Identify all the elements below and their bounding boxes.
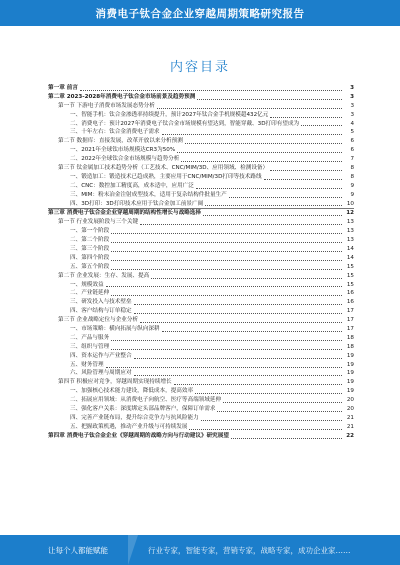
toc-entry-label: 四、第四个阶段 <box>70 254 110 261</box>
toc-leader-dots <box>111 242 342 243</box>
toc-entry-label: 四、资本运作与产业整合 <box>70 352 132 359</box>
toc-entry-label: 二、消费电子：预计2027年消费电子钛合金市场规模有望达到，智能穿戴、3D打印有望成为 <box>70 120 300 127</box>
report-title: 消费电子钛合金企业穿越周期策略研究报告 <box>95 7 305 20</box>
toc-entry[interactable] <box>48 405 354 414</box>
toc-entry-label: 第一节 行业发展阶段与三个关键 <box>58 219 139 226</box>
toc-entry[interactable] <box>48 155 354 164</box>
toc-entry-label: 二、拓展应用领域：从消费电子向航空、医疗等高端领域延伸 <box>70 397 222 404</box>
toc-entry-page: 13 <box>346 219 354 226</box>
toc-entry-label: 第二节 数据库：直接发展，改革开放以来分析预测 <box>58 138 183 145</box>
toc-leader-dots <box>177 152 342 153</box>
toc-entry-page: 18 <box>346 334 354 341</box>
toc-leader-dots <box>140 322 342 323</box>
toc-leader-dots <box>270 170 342 171</box>
toc-entry[interactable] <box>48 432 354 441</box>
toc-entry[interactable] <box>48 334 354 343</box>
toc-entry-page: 6 <box>350 147 354 154</box>
toc-leader-dots <box>134 313 342 314</box>
toc-entry-label: 三、研发投入与技术壁垒 <box>70 299 132 306</box>
toc-entry-page: 4 <box>350 120 354 127</box>
toc-leader-dots <box>195 393 342 394</box>
toc-entry-label: 第二章 2023-2028年消费电子钛合金市场前景及趋势预测 <box>48 93 196 100</box>
toc-leader-dots <box>231 438 342 439</box>
toc-leader-dots <box>203 215 342 216</box>
toc-entry[interactable] <box>48 236 354 245</box>
toc-entry[interactable] <box>48 254 354 263</box>
toc-entry-page: 19 <box>346 352 354 359</box>
toc-leader-dots <box>196 188 342 189</box>
toc-entry-label: 一、智能手机：钛合金渗透率持续提升，预计2027年钛合金手机规模超432亿元 <box>70 111 269 118</box>
toc-entry-label: 第三章 消费电子钛合金企业穿越周期的结构性增长与战略选择 <box>48 210 201 217</box>
toc-entry[interactable] <box>48 352 354 361</box>
toc-leader-dots <box>162 331 342 332</box>
toc-entry-page: 20 <box>346 406 354 413</box>
toc-leader-dots <box>111 349 342 350</box>
toc-leader-dots <box>197 99 342 100</box>
toc-entry-page: 14 <box>346 246 354 253</box>
toc-entry-label: 三、十年左右：钛合金消费电子需求 <box>70 129 160 136</box>
toc-entry-label: 一、第一个阶段 <box>70 228 110 235</box>
toc-entry-label: 第四节 积极应对竞争，穿越周期实现持续增长 <box>58 379 172 386</box>
toc-entry-page: 17 <box>346 308 354 315</box>
toc-entry-label: 五、把握政策机遇，推动产业升级与可持续发展 <box>70 423 188 430</box>
toc-entry-label: 第三节 企业战略定位与企业分析 <box>58 317 139 324</box>
toc-leader-dots <box>185 143 342 144</box>
toc-entry-page: 12 <box>346 210 354 217</box>
toc-entry-page: 18 <box>346 343 354 350</box>
toc-entry-page: 16 <box>346 290 354 297</box>
toc-leader-dots <box>229 197 342 198</box>
toc-entry-page: 13 <box>346 237 354 244</box>
toc-entry-label: 一、锻造加工：锻造技术已趋成熟，主要应用于CNC/MIM/3D打印等技术路线 <box>70 173 262 180</box>
toc-entry[interactable] <box>48 325 354 334</box>
toc-leader-dots <box>111 233 342 234</box>
footer-experts-text: 行业专家，智能专家，营销专家，战略专家，成功企业家…… <box>148 545 351 555</box>
toc-leader-dots <box>134 358 342 359</box>
toc-entry[interactable] <box>48 316 354 325</box>
toc-entry[interactable] <box>48 120 354 129</box>
toc-entry-page: 14 <box>346 254 354 261</box>
toc-entry-page: 21 <box>346 414 354 421</box>
toc-entry[interactable] <box>48 102 354 111</box>
toc-entry-page: 15 <box>346 272 354 279</box>
toc-leader-dots <box>111 260 342 261</box>
table-of-contents <box>48 84 354 441</box>
toc-entry-page: 17 <box>346 326 354 333</box>
toc-entry[interactable] <box>48 343 354 352</box>
toc-leader-dots <box>106 286 342 287</box>
toc-entry[interactable] <box>48 182 354 191</box>
toc-leader-dots <box>301 125 342 126</box>
toc-entry-page: 22 <box>346 432 354 439</box>
toc-entry-label: 四、3D打印：3D打印技术应用于钛合金加工前景广阔 <box>70 200 204 207</box>
toc-entry[interactable] <box>48 414 354 423</box>
toc-entry[interactable] <box>48 173 354 182</box>
toc-entry-page: 19 <box>346 361 354 368</box>
toc-entry-label: 一、市场策略：横向拓展与纵向深耕 <box>70 326 160 333</box>
toc-entry[interactable] <box>48 423 354 432</box>
toc-entry-page: 19 <box>346 370 354 377</box>
toc-entry[interactable] <box>48 208 354 218</box>
toc-entry[interactable] <box>48 191 354 200</box>
toc-entry-page: 19 <box>346 379 354 386</box>
toc-leader-dots <box>106 367 342 368</box>
toc-entry[interactable] <box>48 128 354 137</box>
toc-leader-dots <box>157 108 342 109</box>
toc-entry-label: 四、客户结构与订单稳定 <box>70 308 132 315</box>
toc-entry[interactable] <box>48 93 354 102</box>
toc-entry[interactable] <box>48 307 354 316</box>
toc-entry-page: 15 <box>346 281 354 288</box>
toc-leader-dots <box>174 384 342 385</box>
toc-entry-page: 3 <box>350 84 354 91</box>
toc-entry-label: 二、产品与服务 <box>70 334 110 341</box>
toc-entry-page: 5 <box>350 129 354 136</box>
toc-entry-label: 三、MIM：粉末冶金注射成型技术，适用于复杂结构件批量生产 <box>70 191 227 198</box>
toc-entry[interactable] <box>48 396 354 405</box>
toc-entry[interactable] <box>48 164 354 173</box>
toc-leader-dots <box>111 340 342 341</box>
toc-entry-label: 四、完善产业链布局，提升综合竞争力与抗风险能力 <box>70 414 199 421</box>
toc-leader-dots <box>217 411 342 412</box>
toc-leader-dots <box>111 269 342 270</box>
toc-entry[interactable] <box>48 227 354 236</box>
toc-entry-label: 二、产业链延伸 <box>70 290 110 297</box>
toc-entry[interactable] <box>48 111 354 120</box>
toc-entry[interactable] <box>48 200 354 209</box>
toc-entry-label: 一、规模效益 <box>70 281 104 288</box>
toc-leader-dots <box>201 420 342 421</box>
footer-decoration <box>128 535 138 565</box>
toc-leader-dots <box>140 224 342 225</box>
toc-entry-page: 3 <box>350 111 354 118</box>
toc-leader-dots <box>134 304 342 305</box>
toc-entry-label: 第四章 消费电子钛合金企业《穿越周期的战略方向与行动建议》研究展望 <box>48 432 229 439</box>
toc-entry-label: 第二节 企业发展：生存、发展、提高 <box>58 272 150 279</box>
toc-entry-page: 3 <box>350 102 354 109</box>
toc-entry-page: 19 <box>346 388 354 395</box>
toc-entry-page: 3 <box>350 93 354 100</box>
toc-entry[interactable] <box>48 245 354 254</box>
toc-entry-label: 五、财务管理 <box>70 361 104 368</box>
toc-entry-page: 8 <box>350 173 354 180</box>
toc-entry[interactable] <box>48 298 354 307</box>
toc-entry-page: 7 <box>350 156 354 163</box>
toc-entry-page: 16 <box>346 299 354 306</box>
toc-entry[interactable] <box>48 84 354 93</box>
toc-leader-dots <box>111 295 342 296</box>
toc-entry-label: 二、第二个阶段 <box>70 237 110 244</box>
toc-entry[interactable] <box>48 263 354 272</box>
toc-entry[interactable] <box>48 361 354 370</box>
toc-entry[interactable] <box>48 137 354 146</box>
toc-entry[interactable] <box>48 289 354 298</box>
toc-entry[interactable] <box>48 146 354 155</box>
toc-entry-page: 6 <box>350 138 354 145</box>
toc-entry[interactable] <box>48 378 354 387</box>
toc-entry-label: 第一节 下游电子消费市场发展态势分析 <box>58 102 155 109</box>
toc-leader-dots <box>270 117 342 118</box>
toc-entry-page: 17 <box>346 317 354 324</box>
toc-leader-dots <box>264 179 342 180</box>
toc-entry-label: 二、CNC：数控加工精度高，成本适中，应用广泛 <box>70 182 194 189</box>
toc-entry-label: 三、组织与管理 <box>70 343 110 350</box>
report-footer <box>0 535 400 565</box>
toc-leader-dots <box>162 134 342 135</box>
toc-entry-page: 20 <box>346 397 354 404</box>
toc-entry[interactable] <box>48 218 354 227</box>
toc-entry-label: 五、第五个阶段 <box>70 263 110 270</box>
toc-leader-dots <box>151 278 342 279</box>
toc-leader-dots <box>205 205 342 206</box>
toc-entry-page: 15 <box>346 263 354 270</box>
toc-leader-dots <box>111 251 342 252</box>
footer-slogan: 让每个人都能赋能 <box>48 545 108 555</box>
toc-entry-label: 第三节 钛金属加工技术趋势分析（工艺技术、CNC/MIM/3D、应用领域、检测设备） <box>58 165 269 171</box>
toc-entry-page: 10 <box>346 200 354 207</box>
report-header <box>0 0 400 26</box>
toc-entry-page: 8 <box>350 165 354 171</box>
toc-leader-dots <box>181 161 342 162</box>
toc-title: 内容目录 <box>169 60 230 75</box>
toc-entry-label: 二、2022年全球钛合金市场规模与趋势分析 <box>70 156 180 163</box>
toc-entry-page: 13 <box>346 228 354 235</box>
toc-leader-dots <box>223 402 342 403</box>
toc-entry[interactable] <box>48 370 354 379</box>
toc-leader-dots <box>189 429 342 430</box>
toc-leader-dots <box>134 375 342 376</box>
toc-entry-label: 三、强化客户关系：深度绑定头部品牌客户，保障订单需求 <box>70 406 216 413</box>
toc-entry[interactable] <box>48 387 354 396</box>
toc-entry-label: 一、加强核心技术能力建设，降低成本，提高效率 <box>70 388 194 395</box>
toc-entry-label: 六、风险管理与周期应对 <box>70 370 132 377</box>
toc-leader-dots <box>80 90 342 91</box>
toc-entry[interactable] <box>48 281 354 290</box>
toc-entry[interactable] <box>48 272 354 281</box>
toc-entry-page: 9 <box>350 191 354 198</box>
toc-entry-page: 9 <box>350 182 354 189</box>
toc-entry-label: 第一章 前言 <box>48 84 78 91</box>
toc-entry-label: 一、2021年全球钛市场规模达CR3为50% <box>70 147 176 154</box>
toc-entry-label: 三、第三个阶段 <box>70 246 110 253</box>
toc-entry-page: 21 <box>346 423 354 430</box>
